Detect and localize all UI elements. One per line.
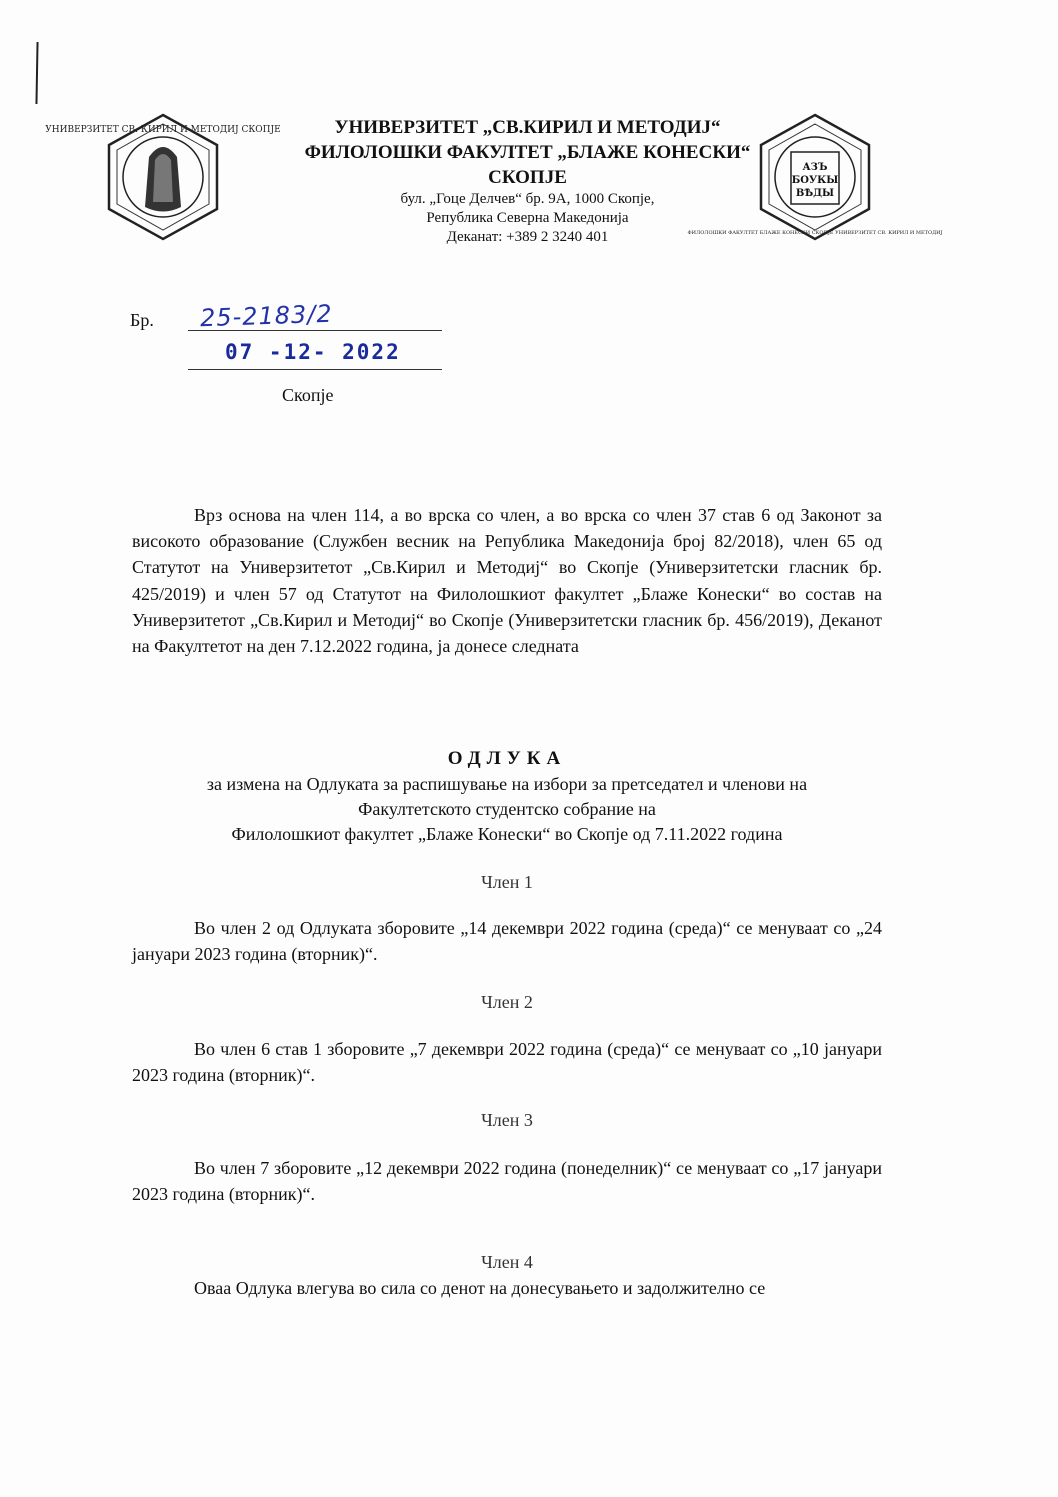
seal-scroll-line-3: ВѢДЫ	[795, 188, 835, 199]
reference-label: Бр.	[130, 310, 154, 330]
reference-number-line	[188, 330, 442, 331]
decision-subtitle-2: Факултетското студентско собрание на	[358, 799, 656, 819]
place-name: Скопје	[282, 385, 334, 405]
dean-phone-line: Деканат: +389 2 3240 401	[446, 229, 609, 245]
article-2-text: Во член 6 став 1 зборовите „7 декември 2022 година (среда)“ се менуваат со „10 јануари 2023 година (вторник)“.	[132, 1039, 882, 1086]
seal-right-ring-text: ФИЛОЛОШКИ ФАКУЛТЕТ БЛАЖЕ КОНЕСКИ СКОПЈЕ УНИВЕРЗИТЕТ СВ. КИРИЛ И МЕТОДИЈ	[687, 230, 943, 236]
scan-margin-mark	[35, 42, 38, 104]
decision-subtitle-1: за измена на Одлуката за распишување на избори за претседател и членови на	[206, 774, 808, 794]
article-3-heading: Член 3	[481, 1110, 533, 1130]
seal-scroll-line-1: АЗЪ	[802, 162, 828, 173]
seal-left-text: УНИВЕРЗИТЕТ СВ. КИРИЛ И МЕТОДИЈ СКОПЈЕ	[45, 125, 281, 135]
article-1-text: Во член 2 од Одлуката зборовите „14 декември 2022 година (среда)“ се менуваат со „24 јануари 2023 година (вторник)“.	[132, 918, 882, 965]
article-4-heading: Член 4	[481, 1252, 533, 1272]
article-3-text: Во член 7 зборовите „12 декември 2022 година (понеделник)“ се менуваат со „17 јануари 2023 година (вторник)“.	[132, 1158, 882, 1205]
date-line	[188, 369, 442, 370]
reference-number-handwritten: 25-2183/2	[199, 299, 334, 333]
university-name: УНИВЕРЗИТЕТ „СВ.КИРИЛ И МЕТОДИЈ“	[334, 117, 721, 138]
country-line: Република Северна Македонија	[426, 210, 629, 226]
seal-scroll-line-2: БОУКЫ	[791, 175, 839, 186]
article-4-text: Оваа Одлука влегува во сила со денот на донесувањето и задолжително се	[194, 1278, 766, 1298]
decision-subtitle-3: Филолошкиот факултет „Блаже Конески“ во Скопје од 7.11.2022 година	[231, 824, 783, 844]
address-line: бул. „Гоце Делчев“ бр. 9А, 1000 Скопје,	[400, 191, 655, 207]
preamble-paragraph: Врз основа на член 114, а во врска со член, а во врска со член 37 став 6 од Законот за високото образование (Службен весник на Република Македонија број 82/2018), член 65 од Статутот на Универзитетот „Св.Кирил и Методиј“ во Скопје (Универзитетски гласник бр. 425/2019) и член 57 од Статутот на Филолошкиот факултет „Блаже Конески“ во состав на Универзитетот „Св.Кирил и Методиј“ во Скопје (Универзитетски гласник бр. 456/2019), Деканот на Факултетот на ден 7.12.2022 година, ја донесе следната	[132, 505, 882, 657]
article-1-heading: Член 1	[481, 872, 533, 892]
faculty-name: ФИЛОЛОШКИ ФАКУЛТЕТ „БЛАЖЕ КОНЕСКИ“	[304, 142, 751, 163]
date-stamp: 07 -12- 2022	[225, 340, 401, 364]
letterhead	[200, 115, 855, 247]
decision-title: ОДЛУКА	[447, 748, 567, 769]
city-heading: СКОПЈЕ	[488, 167, 567, 188]
article-2-heading: Член 2	[481, 992, 533, 1012]
